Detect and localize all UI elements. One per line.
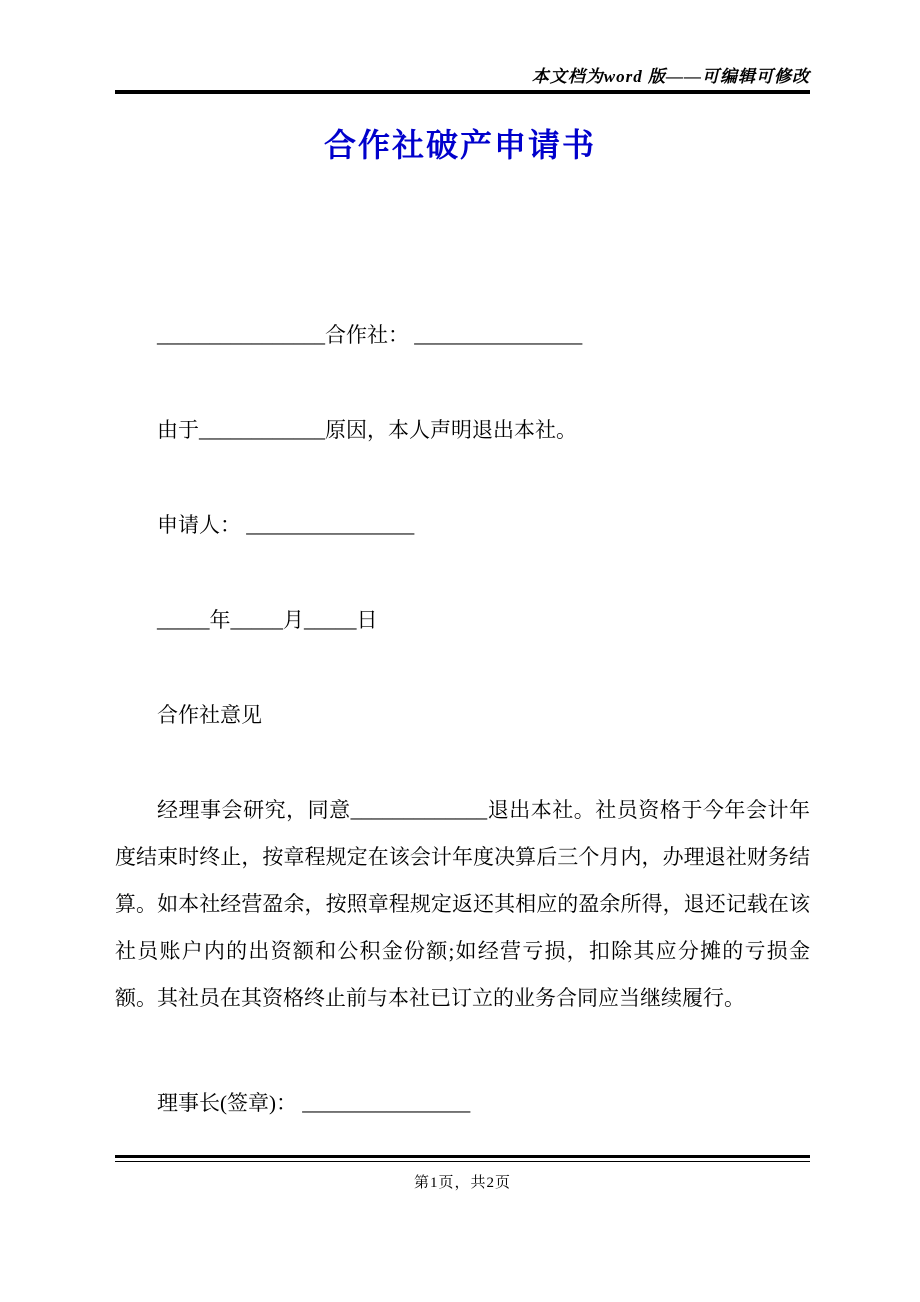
header-rule [115, 90, 810, 94]
heading-cooperative-opinion: 合作社意见 [157, 703, 262, 727]
page-number: 第1页，共2页 [413, 1175, 511, 1191]
header-notice: 本文档为word 版——可编辑可修改 [531, 67, 810, 86]
document-title: 合作社破产申请书 [323, 127, 596, 163]
line-applicant: 申请人： ________________ [157, 513, 415, 537]
line-date-blank: _____年_____月_____日 [157, 608, 378, 632]
document-footer [115, 1155, 810, 1192]
line-withdraw-reason: 由于____________原因，本人声明退出本社。 [157, 418, 577, 442]
line-cooperative-blank: ________________合作社： ________________ [157, 323, 583, 347]
document-body [115, 312, 810, 1127]
paragraph-board-opinion: 经理事会研究，同意_____________退出本社。社员资格于今年会计年度结束时终止，按章程规定在该会计年度决算后三个月内，办理退社财务结算。如本社经营盈余，按照章程规定返还其相应的盈余所得，退还记载在该社员账户内的出资额和公积金份额;如经营亏损，扣除其应分摊的亏损金额。其社员在其资格终止前与本社已订立的业务合同应当继续履行。 [115, 798, 810, 1010]
footer-rule-thick [115, 1155, 810, 1158]
footer-rule-thin [115, 1161, 810, 1162]
line-chairman-signature: 理事长(签章)： ________________ [157, 1091, 471, 1115]
